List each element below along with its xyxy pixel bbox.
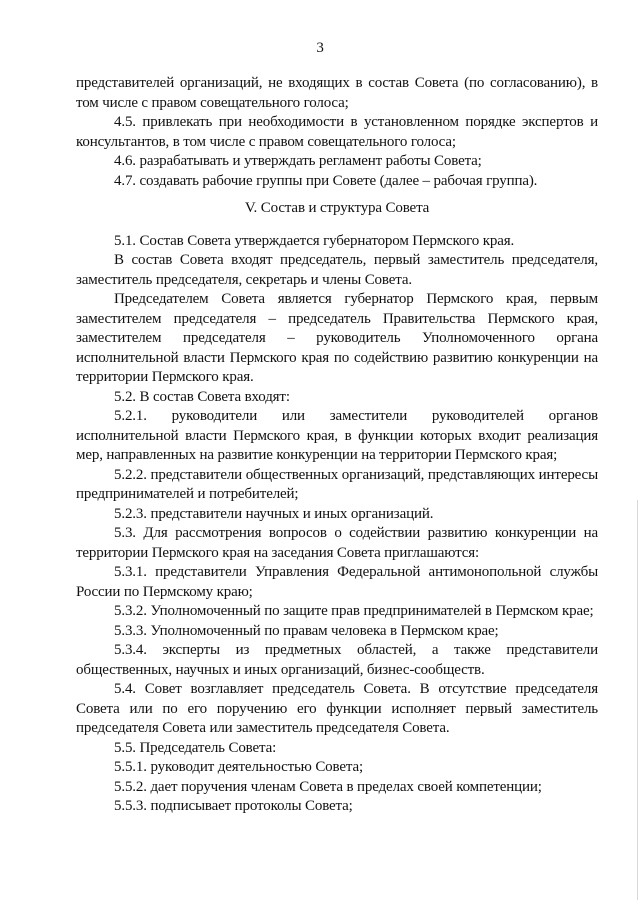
scan-edge-line: [637, 500, 638, 900]
paragraph: 5.1. Состав Совета утверждается губернатором Пермского края.: [114, 232, 515, 249]
paragraph: Председателем Совета является губернатор Пермского края, первым заместителем председателя – председатель Правительства Пермского края, заместителем председателя – руководитель Уполномоченного органа исполнительной власти Пермского края по содействию развитию конкуренции на территории Пермского края.: [76, 291, 598, 385]
paragraph: 5.3.4. эксперты из предметных областей, а также представители общественных, научных и иных организаций, бизнес-сообществ.: [76, 642, 598, 678]
paragraph: 4.6. разрабатывать и утверждать регламент работы Совета;: [114, 153, 482, 169]
paragraph: 5.5.2. дает поручения членам Совета в пределах своей компетенции;: [114, 778, 542, 795]
paragraph: 5.5. Председатель Совета:: [114, 739, 277, 756]
paragraph: 5.3.3. Уполномоченный по правам человека в Пермском крае;: [114, 622, 499, 639]
paragraph: В состав Совета входят председатель, первый заместитель председателя, заместитель председателя, секретарь и члены Совета.: [76, 252, 598, 288]
paragraph: 5.5.1. руководит деятельностью Совета;: [114, 759, 363, 775]
paragraph: 5.3.1. представители Управления Федеральной антимонопольной службы России по Пермскому краю;: [76, 564, 598, 600]
section-heading: V. Состав и структура Совета: [244, 200, 430, 216]
page-number: 3: [316, 40, 324, 56]
paragraph: 5.3.2. Уполномоченный по защите прав предпринимателей в Пермском крае;: [114, 603, 594, 619]
paragraph: 5.5.3. подписывает протоколы Совета;: [114, 798, 353, 814]
paragraph: 5.2.3. представители научных и иных организаций.: [114, 505, 434, 522]
document-body: [76, 74, 598, 817]
paragraph: 5.4. Совет возглавляет председатель Совета. В отсутствие председателя Совета или по его поручению его функции исполняет первый заместитель председателя Совета или заместитель председателя Совета.: [76, 681, 598, 736]
paragraph: 5.2.2. представители общественных организаций, представляющих интересы предпринимателей и потребителей;: [76, 466, 598, 502]
paragraph: 5.3. Для рассмотрения вопросов о содействии развитию конкуренции на территории Пермского края на заседания Совета приглашаются:: [76, 525, 598, 561]
paragraph: 4.7. создавать рабочие группы при Совете (далее – рабочая группа).: [114, 172, 538, 189]
paragraph: 5.2. В состав Совета входят:: [114, 388, 290, 405]
paragraph: 5.2.1. руководители или заместители руководителей органов исполнительной власти Пермского края, в функции которых входит реализация мер, направленных на развитие конкуренции на территории Пермского края;: [76, 408, 598, 463]
paragraph: представителей организаций, не входящих в состав Совета (по согласованию), в том числе с правом совещательного голоса;: [76, 75, 598, 111]
paragraph: 4.5. привлекать при необходимости в установленном порядке экспертов и консультантов, в том числе с правом совещательного голоса;: [76, 114, 598, 150]
